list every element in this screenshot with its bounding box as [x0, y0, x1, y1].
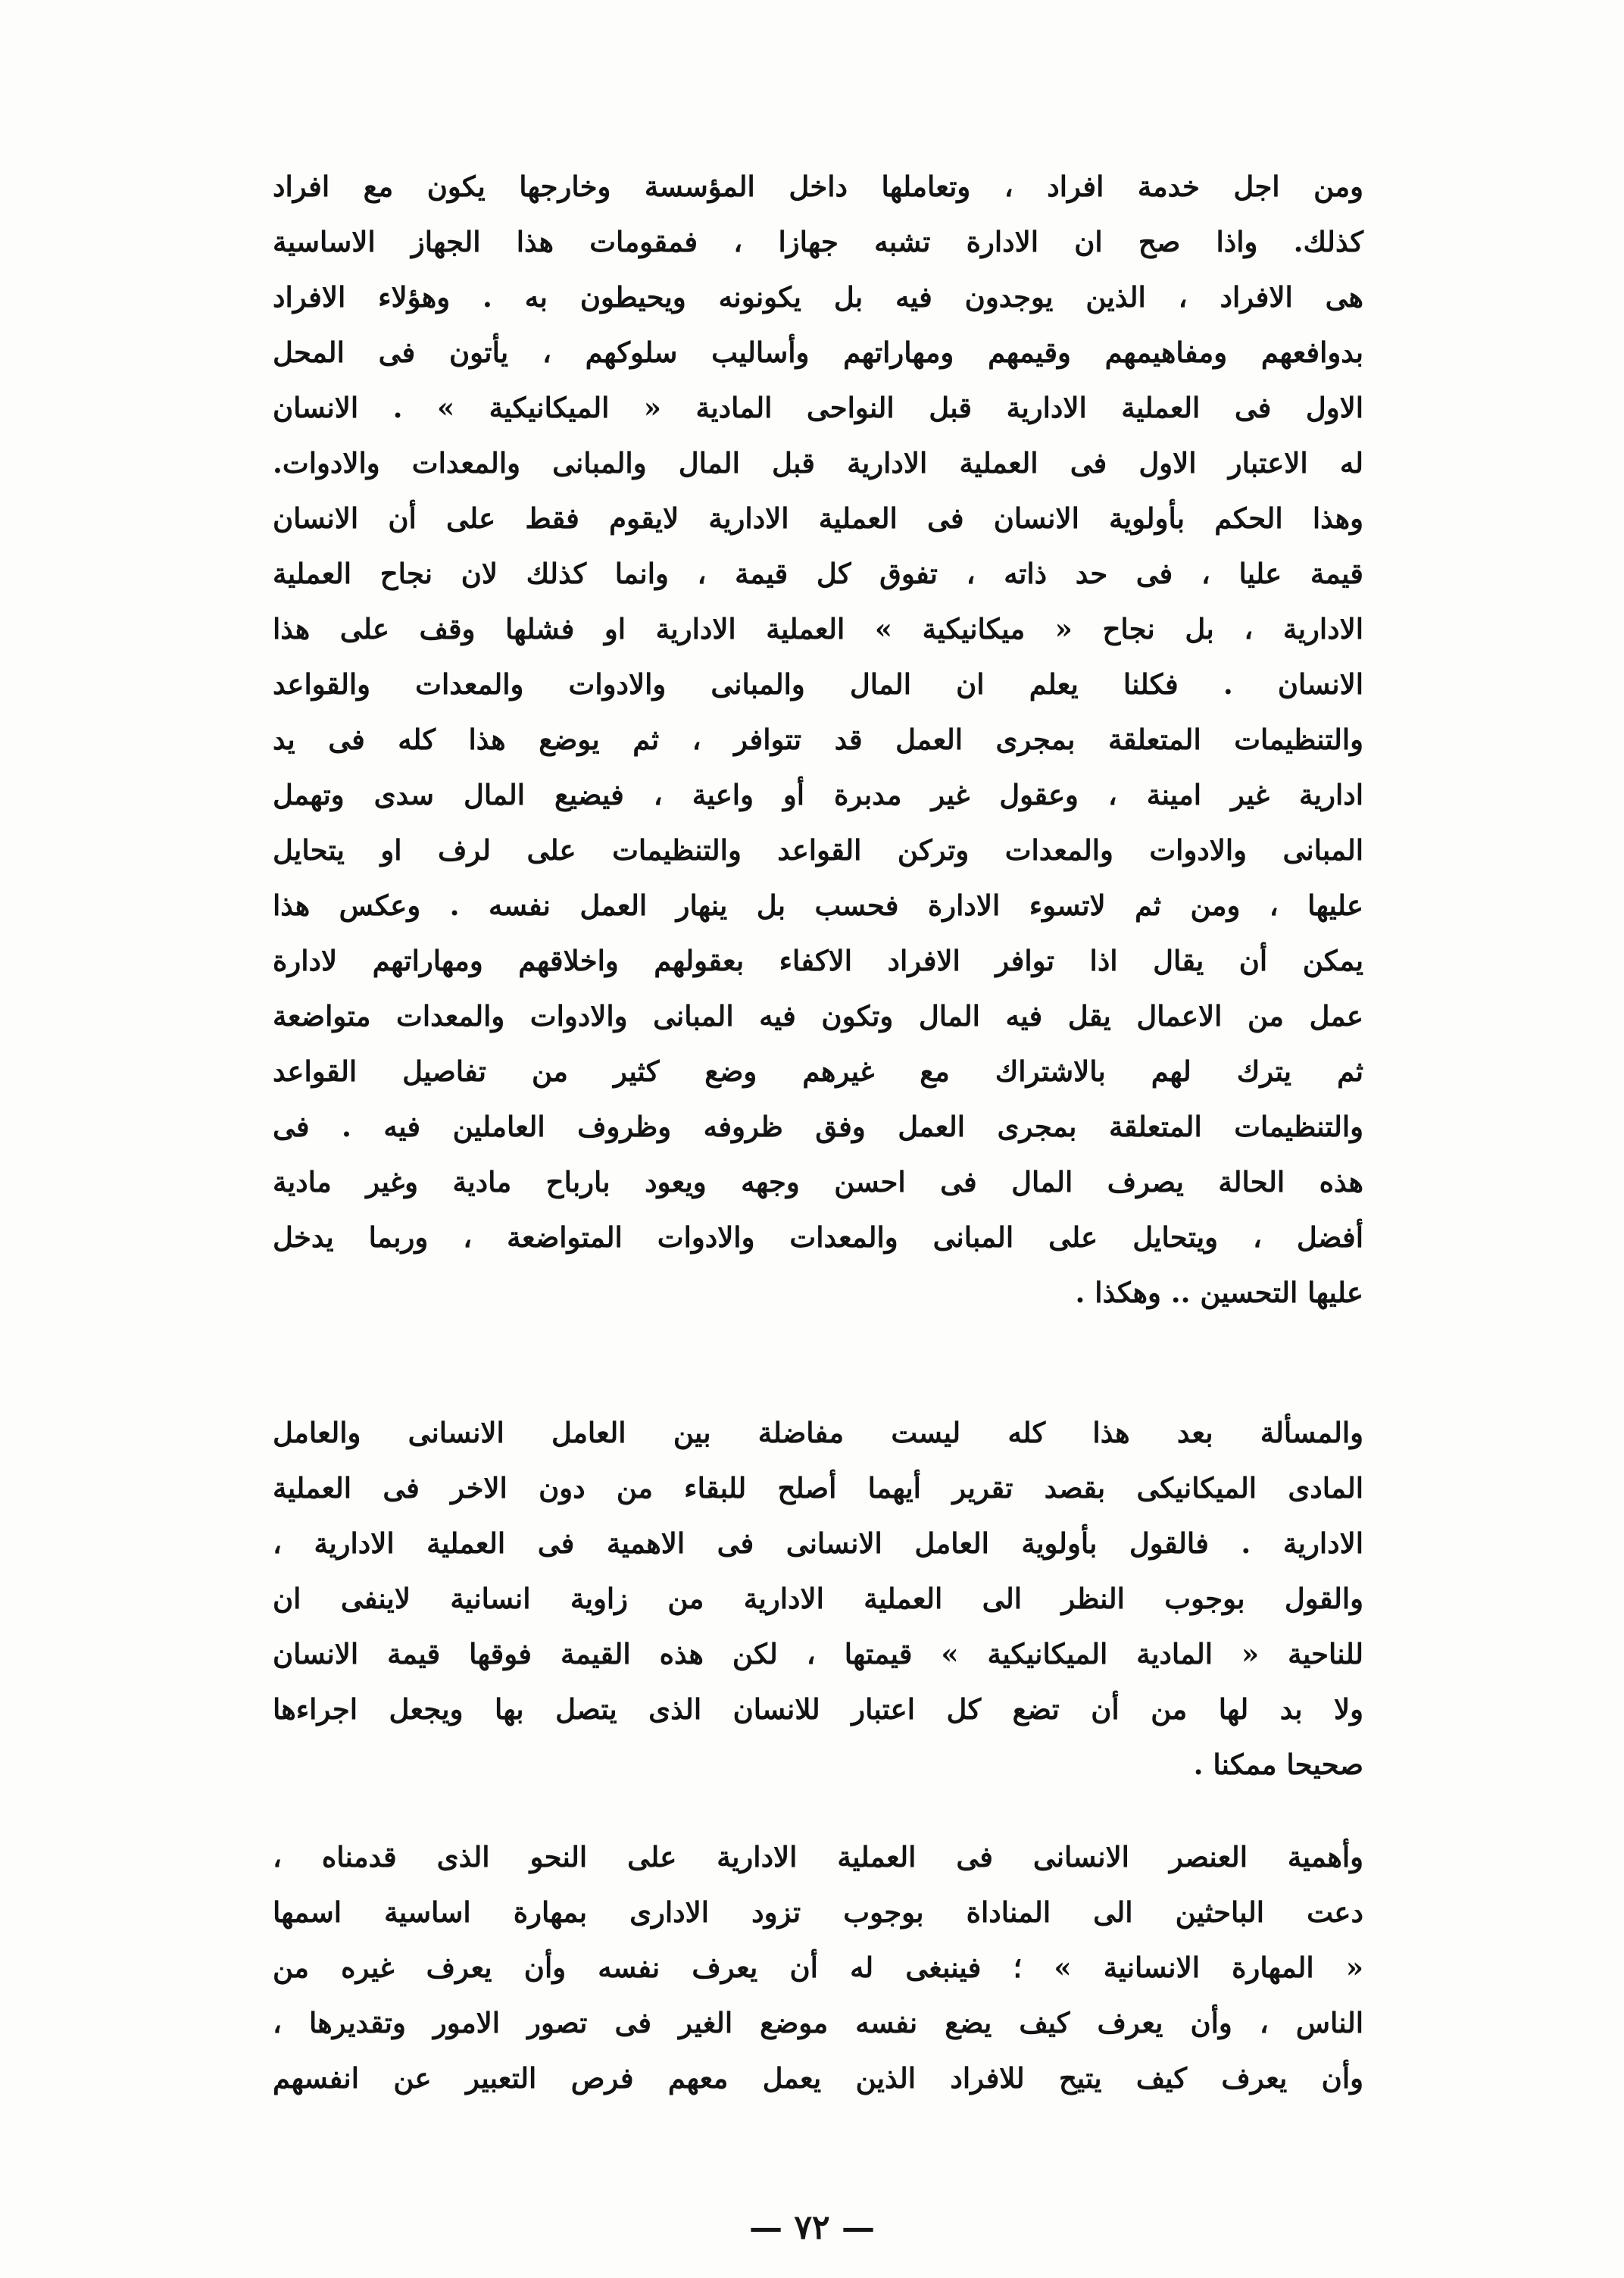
text-line: ولا بد لها من أن تضع كل اعتبار للانسان الذى يتصل بها ويجعل اجراءها [273, 1692, 1363, 1726]
text-line: الادارية ، بل نجاح « ميكانيكية » العملية الادارية او فشلها وقف على هذا [273, 612, 1363, 645]
text-line: ثم يترك لهم بالاشتراك مع غيرهم وضع كثير من تفاصيل القواعد [273, 1055, 1363, 1088]
paragraph-3 [273, 1830, 1363, 2106]
text-line: كذلك. واذا صح ان الادارة تشبه جهازا ، فمقومات هذا الجهاز الاساسية [273, 225, 1363, 258]
paragraph-2 [273, 1405, 1363, 1792]
text-line: هى الافراد ، الذين يوجدون فيه بل يكونونه ويحيطون به . وهؤلاء الافراد [273, 280, 1363, 314]
text-line: وأن يعرف كيف يتيح للافراد الذين يعمل معهم فرص التعبير عن انفسهم [273, 2061, 1363, 2095]
text-line: وأهمية العنصر الانسانى فى العملية الادارية على النحو الذى قدمناه ، [273, 1840, 1363, 1873]
paragraph-1 [273, 159, 1363, 1320]
text-line: للناحية « المادية الميكانيكية » قيمتها ، لكن هذه القيمة فوقها قيمة الانسان [273, 1637, 1363, 1670]
text-line: له الاعتبار الاول فى العملية الادارية قبل المال والمبانى والمعدات والادوات. [273, 446, 1363, 480]
text-line: والتنظيمات المتعلقة بمجرى العمل قد تتوافر ، ثم يوضع هذا كله فى يد [273, 723, 1363, 756]
text-line: الاول فى العملية الادارية قبل النواحى المادية « الميكانيكية » . الانسان [273, 391, 1363, 424]
text-line: والقول بوجوب النظر الى العملية الادارية من زاوية انسانية لاينفى ان [273, 1582, 1363, 1615]
text-line: الادارية . فالقول بأولوية العامل الانسانى فى الاهمية فى العملية الادارية ، [273, 1526, 1363, 1560]
text-line: صحيحا ممكنا . [1193, 1748, 1363, 1781]
text-line: أفضل ، ويتحايل على المبانى والمعدات والادوات المتواضعة ، وربما يدخل [273, 1220, 1363, 1254]
text-line: يمكن أن يقال اذا توافر الافراد الاكفاء بعقولهم واخلاقهم ومهاراتهم لادارة [273, 944, 1363, 977]
text-line: المادى الميكانيكى بقصد تقرير أيهما أصلح للبقاء من دون الاخر فى العملية [273, 1471, 1363, 1505]
text-line: « المهارة الانسانية » ؛ فينبغى له أن يعرف نفسه وأن يعرف غيره من [273, 1951, 1363, 1984]
text-line: ومن اجل خدمة افراد ، وتعاملها داخل المؤسسة وخارجها يكون مع افراد [273, 170, 1363, 203]
text-line: والمسألة بعد هذا كله ليست مفاضلة بين العامل الانسانى والعامل [273, 1416, 1363, 1449]
text-line: عليها ، ومن ثم لاتسوء الادارة فحسب بل ينهار العمل نفسه . وعكس هذا [273, 889, 1363, 922]
text-line: قيمة عليا ، فى حد ذاته ، تفوق كل قيمة ، وانما كذلك لان نجاح العملية [273, 557, 1363, 590]
text-line: عليها التحسين .. وهكذا . [1075, 1276, 1363, 1309]
text-line: المبانى والادوات والمعدات وتركن القواعد والتنظيمات على لرف او يتحايل [273, 833, 1363, 867]
page-number: — ٧٢ — [749, 2208, 875, 2247]
text-line: وهذا الحكم بأولوية الانسان فى العملية الادارية لايقوم فقط على أن الانسان [273, 502, 1363, 535]
text-line: بدوافعهم ومفاهيمهم وقيمهم ومهاراتهم وأساليب سلوكهم ، يأتون فى المحل [273, 336, 1363, 369]
text-line: عمل من الاعمال يقل فيه المال وتكون فيه المبانى والادوات والمعدات متواضعة [273, 999, 1363, 1033]
text-line: الانسان . فكلنا يعلم ان المال والمبانى والادوات والمعدات والقواعد [273, 667, 1363, 701]
text-line: هذه الحالة يصرف المال فى احسن وجهه ويعود بارباح مادية وغير مادية [273, 1165, 1363, 1198]
text-line: والتنظيمات المتعلقة بمجرى العمل وفق ظروفه وظروف العاملين فيه . فى [273, 1110, 1363, 1143]
text-line: ادارية غير امينة ، وعقول غير مدبرة أو واعية ، فيضيع المال سدى وتهمل [273, 778, 1363, 811]
text-line: الناس ، وأن يعرف كيف يضع نفسه موضع الغير فى تصور الامور وتقديرها ، [273, 2006, 1363, 2039]
text-line: دعت الباحثين الى المناداة بوجوب تزود الادارى بمهارة اساسية اسمها [273, 1895, 1363, 1929]
